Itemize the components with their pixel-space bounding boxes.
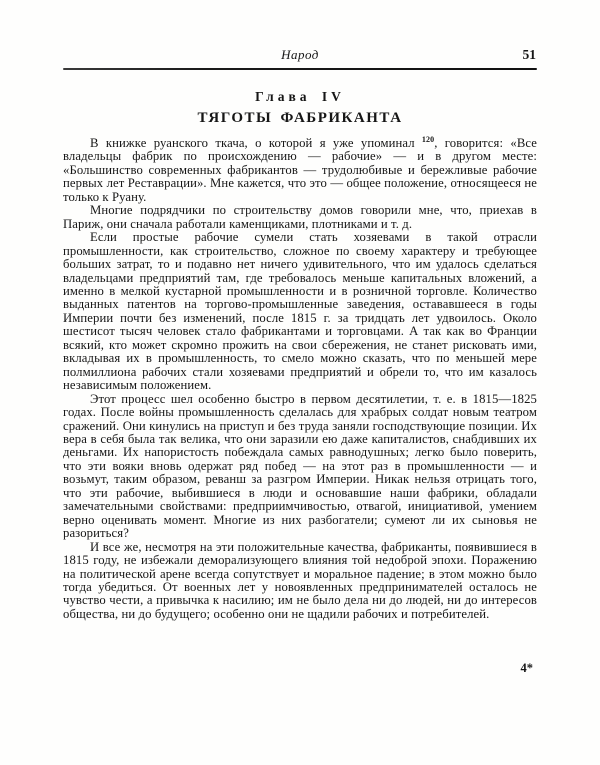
chapter-title: ТЯГОТЫ ФАБРИКАНТА [197,110,403,126]
paragraph-5: И все же, несмотря на эти положительные качества, фабриканты, появившиеся в 1815 году, не избежали деморализующего влияния той недоброй эпохи. Поражению на политической арене всегда сопутствует и моральное падение; в этом можно было тогда убедиться. От военных лет у новоявленных предпринимателей осталось не чувство чести, а привычка к насилию; им не было дела ни до людей, ни до интересов общества, ни до будущего; особенно они не щадили рабочих и потребителей. [63,539,537,621]
running-title: Народ [281,47,319,62]
paragraph-3: Если простые рабочие сумели стать хозяевами в такой отрасли промышленности, как строительство, сложное по своему характеру и требующее больших затрат, то и подавно нет ничего удивительного, что им удалось сделаться владельцами предприятий там, где требовалось меньше капитальных вложений, а именно в мелкой кустарной промышленности и в розничной торговле. Количество выданных патентов на торгово-промышленные заведения, остававшееся в годы Империи почти без изменений, после 1815 г. за тридцать лет удвоилось. Около шестисот тысяч человек стало фабрикантами и торговцами. А так как во Франции всякий, кто может скромно прожить на свои сбережения, не станет рисковать ими, вкладывая их в промышленность, то смело можно сказать, что по меньшей мере полмиллиона рабочих стали хозяевами предприятий и обрели то, что им казалось независимым положением. [63,230,537,393]
header-rule [63,68,537,70]
paragraph-1-text-continued: , говорится: «Все владельцы фабрик по происхождению — рабочие» — и в другом месте: «Большинство современных фабрикантов — трудолюбивые и бережливые рабочие первых лет Реставрации». Мне кажется, что это — общее положение, относящееся не только к Руану. [63,136,537,204]
paragraph-1 [63,134,537,204]
page-number: 51 [522,47,536,62]
paragraph-2: Многие подрядчики по строительству домов говорили мне, что, приехав в Париж, они сначала работали каменщиками, плотниками и т. д. [63,203,537,231]
chapter-label: Глава IV [255,89,345,104]
paragraph-1-text: В книжке руанского ткача, о которой я уже упоминал [90,136,422,150]
running-head [63,47,537,65]
paragraph-4: Этот процесс шел особенно быстро в первом десятилетии, т. е. в 1815—1825 годах. После войны промышленность сделалась для храбрых солдат новым театром сражений. Они кинулись на приступ и без труда заняли господствующие позиции. Их вера в себя была так велика, что они заразили ею даже капиталистов, снабдивших их деньгами. Их напористость побеждала самых равнодушных; легко было поверить, что эти вояки вновь одержат ряд побед — на этот раз в промышленности — и возьмут, таким образом, реванш за разгром Империи. Никак нельзя отрицать того, что эти рабочие, выбившиеся в люди и основавшие наши фабрики, обладали замечательными свойствами: предприимчивостью, отвагой, инициативой, умением верно оценивать момент. Многие из них разбогатели; сумеют ли их сыновья не разориться? [63,391,537,541]
footnote-ref: 120 [421,134,435,144]
signature-mark: 4* [520,661,533,675]
body-text [63,134,537,621]
